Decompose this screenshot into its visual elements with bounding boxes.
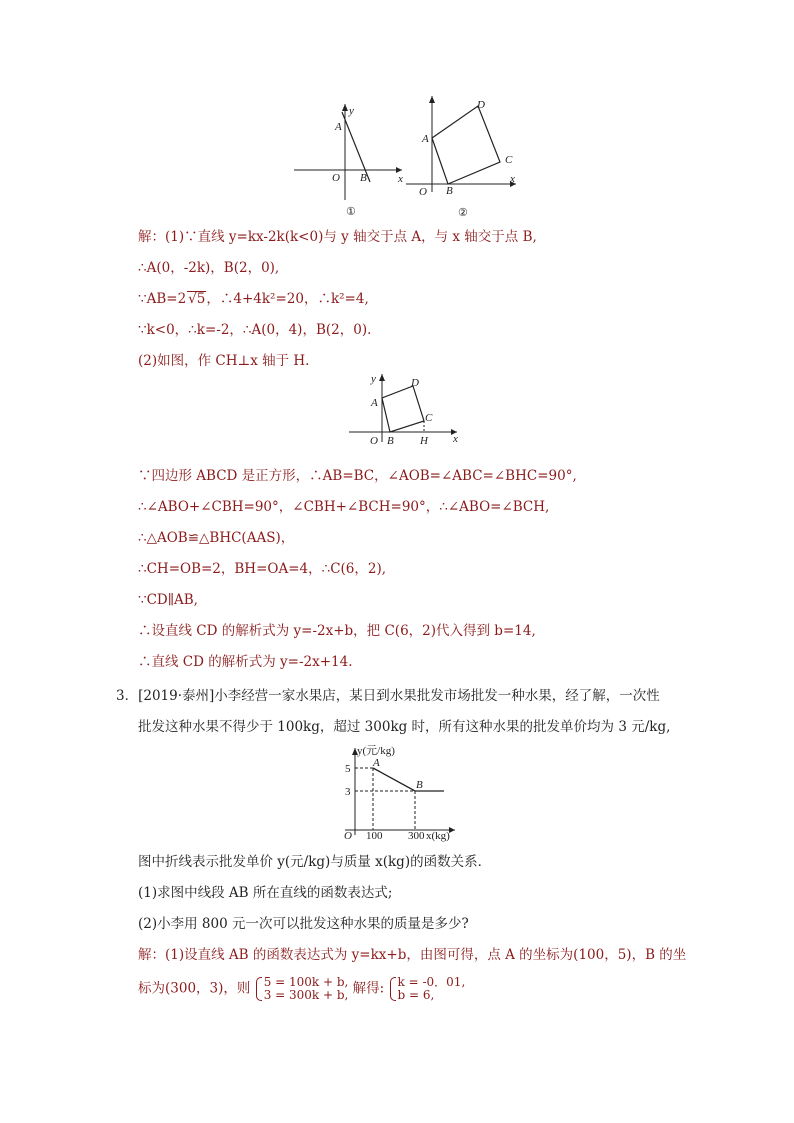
solution3-line-1: 解：(1)设直线 AB 的函数表达式为 y=kx+b，由图可得，点 A 的坐标为(100，5)，B 的坐 bbox=[138, 947, 687, 963]
fig2-x-label: x bbox=[510, 173, 515, 185]
fig4-point-b-label: B bbox=[416, 779, 423, 791]
figure-2-square-graph bbox=[400, 92, 530, 222]
solution2-line-3: ∴△AOB≌△BHC(AAS)， bbox=[138, 530, 295, 546]
figure-3-svg bbox=[345, 368, 465, 450]
fig4-x-label: x(kg) bbox=[426, 830, 450, 842]
fig4-y-tick-3: 3 bbox=[345, 786, 351, 798]
solution1-line-2: ∴A(0，-2k)，B(2，0), bbox=[138, 260, 280, 276]
fig3-square-abcd bbox=[382, 386, 424, 432]
problem3-number: 3． bbox=[116, 688, 139, 704]
fig1-y-label: y bbox=[349, 105, 354, 117]
fig1-point-a-label: A bbox=[335, 121, 342, 133]
solution1-line-3 bbox=[138, 289, 794, 309]
fig1-caption: ① bbox=[346, 206, 356, 218]
equation-system bbox=[255, 976, 349, 1002]
fig3-origin-label: O bbox=[370, 435, 378, 447]
solution3-line-2 bbox=[138, 976, 794, 1002]
problem3-question-2: (2)小李用 800 元一次可以批发这种水果的质量是多少? bbox=[138, 916, 469, 932]
figure-2-svg bbox=[400, 92, 530, 222]
fig1-point-b-label: B bbox=[360, 172, 367, 184]
fig3-point-h-label: H bbox=[420, 435, 428, 447]
problem3-line-3: 图中折线表示批发单价 y(元/kg)与质量 x(kg)的函数关系． bbox=[138, 854, 492, 870]
solution2-line-7: ∴直线 CD 的解析式为 y=-2x+14. bbox=[138, 654, 353, 670]
fig2-caption: ② bbox=[458, 207, 468, 219]
equation-2: 3 = 300k + b, bbox=[263, 988, 349, 1002]
fig4-y-tick-5: 5 bbox=[345, 763, 351, 775]
solution1-line-3-b: ，∴4+4k²=20，∴k²=4, bbox=[206, 291, 369, 307]
fig4-x-tick-100: 100 bbox=[366, 830, 383, 842]
fig3-point-b-label: B bbox=[387, 435, 394, 447]
solution1-line-5: (2)如图，作 CH⊥x 轴于 H. bbox=[138, 353, 310, 369]
figure-3-square-with-h bbox=[345, 368, 465, 450]
solution1-line-3-a: ∵AB=2 bbox=[138, 291, 187, 307]
solution2-line-4: ∴CH=OB=2，BH=OA=4，∴C(6，2), bbox=[138, 561, 387, 577]
fig4-origin-label: O bbox=[344, 830, 352, 842]
solution1-line-1: 解：(1)∵直线 y=kx-2k(k<0)与 y 轴交于点 A，与 x 轴交于点 B, bbox=[138, 229, 537, 245]
fig3-point-c-label: C bbox=[425, 412, 433, 424]
fig2-square-abcd bbox=[432, 106, 500, 184]
figure-4-svg bbox=[330, 745, 460, 840]
equation-1: 5 = 100k + b, bbox=[263, 975, 349, 989]
fig4-price-polyline bbox=[373, 768, 444, 791]
figure-1-line-graph bbox=[290, 100, 410, 220]
fig1-origin-label: O bbox=[332, 172, 340, 184]
fig3-y-arrow bbox=[379, 374, 385, 381]
solution3-solved-label: 解得: bbox=[352, 980, 385, 997]
fig2-point-b-label: B bbox=[446, 185, 453, 197]
fig3-point-d-label: D bbox=[411, 377, 419, 389]
fig2-point-d-label: D bbox=[477, 99, 485, 111]
problem3-line-1-text: [2019·泰州]小李经营一家水果店，某日到水果批发市场批发一种水果，经了解，一次性 bbox=[138, 688, 660, 704]
fig3-y-label: y bbox=[371, 373, 376, 385]
fig4-y-label: y(元/kg) bbox=[357, 745, 395, 757]
fig3-point-a-label: A bbox=[371, 397, 378, 409]
fig3-x-label: x bbox=[453, 433, 458, 445]
fig2-point-c-label: C bbox=[505, 154, 513, 166]
problem3-line-1 bbox=[116, 686, 794, 706]
solution-system bbox=[389, 976, 466, 1002]
fig2-y-arrow bbox=[429, 96, 435, 103]
fig1-y-arrow bbox=[342, 104, 348, 111]
solution-b: b = 6, bbox=[397, 988, 435, 1002]
solution1-line-4: ∵k<0，∴k=-2，∴A(0，4)，B(2，0). bbox=[138, 322, 372, 338]
solution2-line-6: ∴设直线 CD 的解析式为 y=-2x+b，把 C(6，2)代入得到 b=14, bbox=[138, 623, 536, 639]
solution2-line-1: ∵四边形 ABCD 是正方形，∴AB=BC，∠AOB=∠ABC=∠BHC=90°, bbox=[138, 468, 577, 484]
fig2-origin-label: O bbox=[419, 186, 427, 198]
solution2-line-2: ∴∠ABO+∠CBH=90°，∠CBH+∠BCH=90°，∴∠ABO=∠BCH, bbox=[138, 499, 550, 515]
fig1-x-label: x bbox=[398, 173, 403, 185]
figure-4-price-graph bbox=[330, 745, 460, 840]
fig2-point-a-label: A bbox=[422, 133, 429, 145]
solution2-line-5: ∵CD∥AB, bbox=[138, 592, 198, 608]
solution-k: k = -0．01, bbox=[397, 975, 466, 989]
fig4-x-tick-300: 300 bbox=[408, 830, 425, 842]
fig4-x-arrow bbox=[449, 827, 455, 833]
solution3-line-2-pre: 标为(300，3)，则 bbox=[138, 980, 251, 997]
problem3-question-1: (1)求图中线段 AB 所在直线的函数表达式; bbox=[138, 885, 393, 901]
sqrt-five: √5 bbox=[188, 291, 206, 307]
problem3-line-2: 批发这种水果不得少于 100kg，超过 300kg 时，所有这种水果的批发单价均为 3 元/kg, bbox=[138, 719, 671, 735]
figure-1-svg bbox=[290, 100, 410, 220]
fig4-point-a-label: A bbox=[373, 757, 380, 769]
